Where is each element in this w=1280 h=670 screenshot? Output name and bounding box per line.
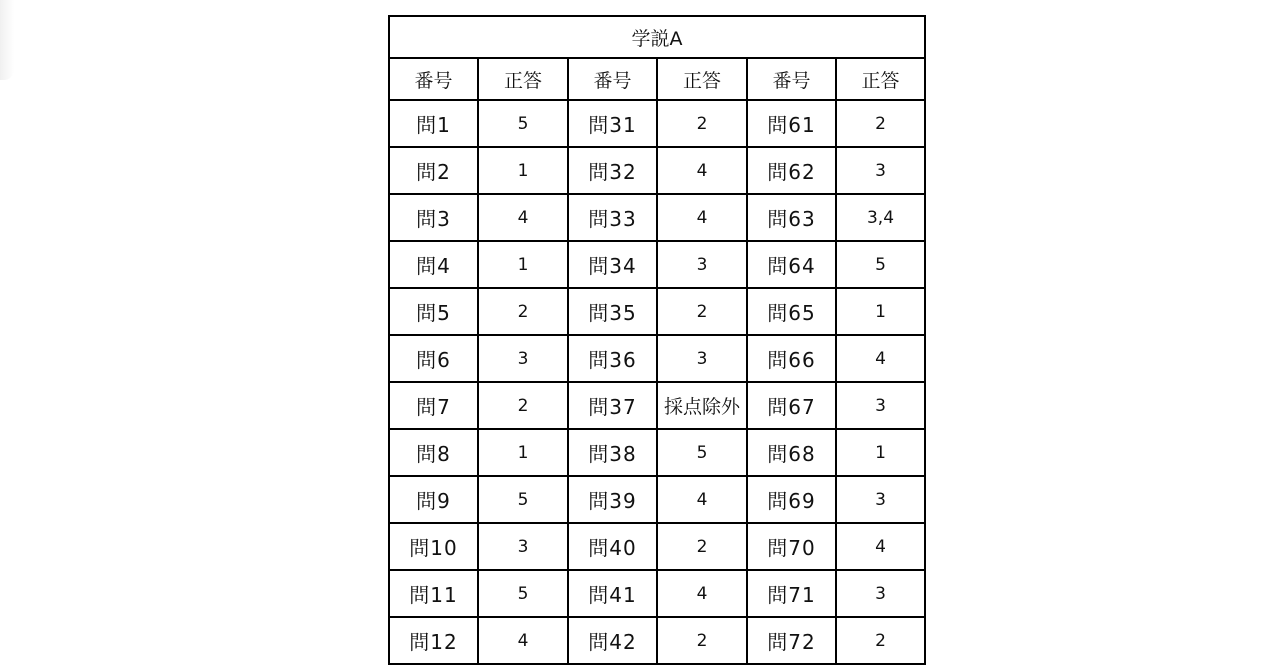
table-row	[389, 100, 925, 147]
answer-cell: 2	[657, 617, 747, 664]
answer-cell: 3	[836, 476, 925, 523]
question-number-cell: 問69	[747, 476, 836, 523]
page-edge-shadow	[0, 0, 14, 80]
question-number-cell: 問39	[568, 476, 657, 523]
question-number-cell: 問32	[568, 147, 657, 194]
column-header-number: 番号	[568, 58, 657, 100]
answer-cell: 1	[836, 288, 925, 335]
answer-cell: 2	[836, 100, 925, 147]
question-number-cell: 問2	[389, 147, 478, 194]
answer-cell: 3	[657, 335, 747, 382]
table-row	[389, 335, 925, 382]
answer-cell: 5	[478, 570, 568, 617]
question-number-cell: 問70	[747, 523, 836, 570]
answer-cell: 4	[657, 147, 747, 194]
answer-cell: 5	[478, 100, 568, 147]
answer-cell: 4	[657, 476, 747, 523]
question-number-cell: 問36	[568, 335, 657, 382]
question-number-cell: 問67	[747, 382, 836, 429]
table-row	[389, 617, 925, 664]
answer-cell: 3	[657, 241, 747, 288]
table-row	[389, 288, 925, 335]
header-row	[389, 58, 925, 100]
question-number-cell: 問40	[568, 523, 657, 570]
question-number-cell: 問5	[389, 288, 478, 335]
table-row	[389, 194, 925, 241]
question-number-cell: 問11	[389, 570, 478, 617]
table-row	[389, 147, 925, 194]
question-number-cell: 問72	[747, 617, 836, 664]
answer-cell: 4	[657, 194, 747, 241]
question-number-cell: 問37	[568, 382, 657, 429]
question-number-cell: 問62	[747, 147, 836, 194]
answer-cell: 5	[478, 476, 568, 523]
table-row	[389, 429, 925, 476]
answer-cell: 3	[836, 570, 925, 617]
column-header-number: 番号	[389, 58, 478, 100]
answer-cell: 2	[657, 523, 747, 570]
question-number-cell: 問38	[568, 429, 657, 476]
table-row	[389, 570, 925, 617]
question-number-cell: 問35	[568, 288, 657, 335]
answer-cell: 4	[657, 570, 747, 617]
answer-cell: 5	[657, 429, 747, 476]
question-number-cell: 問1	[389, 100, 478, 147]
question-number-cell: 問64	[747, 241, 836, 288]
question-number-cell: 問8	[389, 429, 478, 476]
question-number-cell: 問41	[568, 570, 657, 617]
question-number-cell: 問42	[568, 617, 657, 664]
answer-cell: 3	[478, 523, 568, 570]
question-number-cell: 問12	[389, 617, 478, 664]
answer-cell: 2	[657, 100, 747, 147]
question-number-cell: 問4	[389, 241, 478, 288]
answer-cell: 3	[836, 382, 925, 429]
question-number-cell: 問63	[747, 194, 836, 241]
answer-cell: 3	[836, 147, 925, 194]
table-row	[389, 476, 925, 523]
question-number-cell: 問65	[747, 288, 836, 335]
answer-cell: 5	[836, 241, 925, 288]
question-number-cell: 問66	[747, 335, 836, 382]
question-number-cell: 問7	[389, 382, 478, 429]
question-number-cell: 問10	[389, 523, 478, 570]
question-number-cell: 問3	[389, 194, 478, 241]
answer-cell: 4	[836, 523, 925, 570]
answer-cell: 1	[478, 241, 568, 288]
answer-cell: 採点除外	[657, 382, 747, 429]
column-header-answer: 正答	[478, 58, 568, 100]
answer-cell: 1	[836, 429, 925, 476]
question-number-cell: 問9	[389, 476, 478, 523]
question-number-cell: 問33	[568, 194, 657, 241]
question-number-cell: 問71	[747, 570, 836, 617]
question-number-cell: 問34	[568, 241, 657, 288]
table-body	[389, 100, 925, 664]
question-number-cell: 問68	[747, 429, 836, 476]
question-number-cell: 問6	[389, 335, 478, 382]
answer-cell: 1	[478, 147, 568, 194]
answer-key-table	[388, 15, 926, 665]
table-title: 学説A	[389, 16, 925, 58]
column-header-answer: 正答	[836, 58, 925, 100]
table-row	[389, 241, 925, 288]
answer-cell: 4	[478, 617, 568, 664]
table-row	[389, 523, 925, 570]
answer-cell: 3,4	[836, 194, 925, 241]
answer-cell: 2	[478, 288, 568, 335]
column-header-number: 番号	[747, 58, 836, 100]
answer-cell: 2	[836, 617, 925, 664]
table-row	[389, 382, 925, 429]
answer-cell: 1	[478, 429, 568, 476]
question-number-cell: 問31	[568, 100, 657, 147]
answer-cell: 2	[478, 382, 568, 429]
answer-cell: 4	[836, 335, 925, 382]
answer-cell: 2	[657, 288, 747, 335]
answer-cell: 3	[478, 335, 568, 382]
answer-cell: 4	[478, 194, 568, 241]
column-header-answer: 正答	[657, 58, 747, 100]
question-number-cell: 問61	[747, 100, 836, 147]
